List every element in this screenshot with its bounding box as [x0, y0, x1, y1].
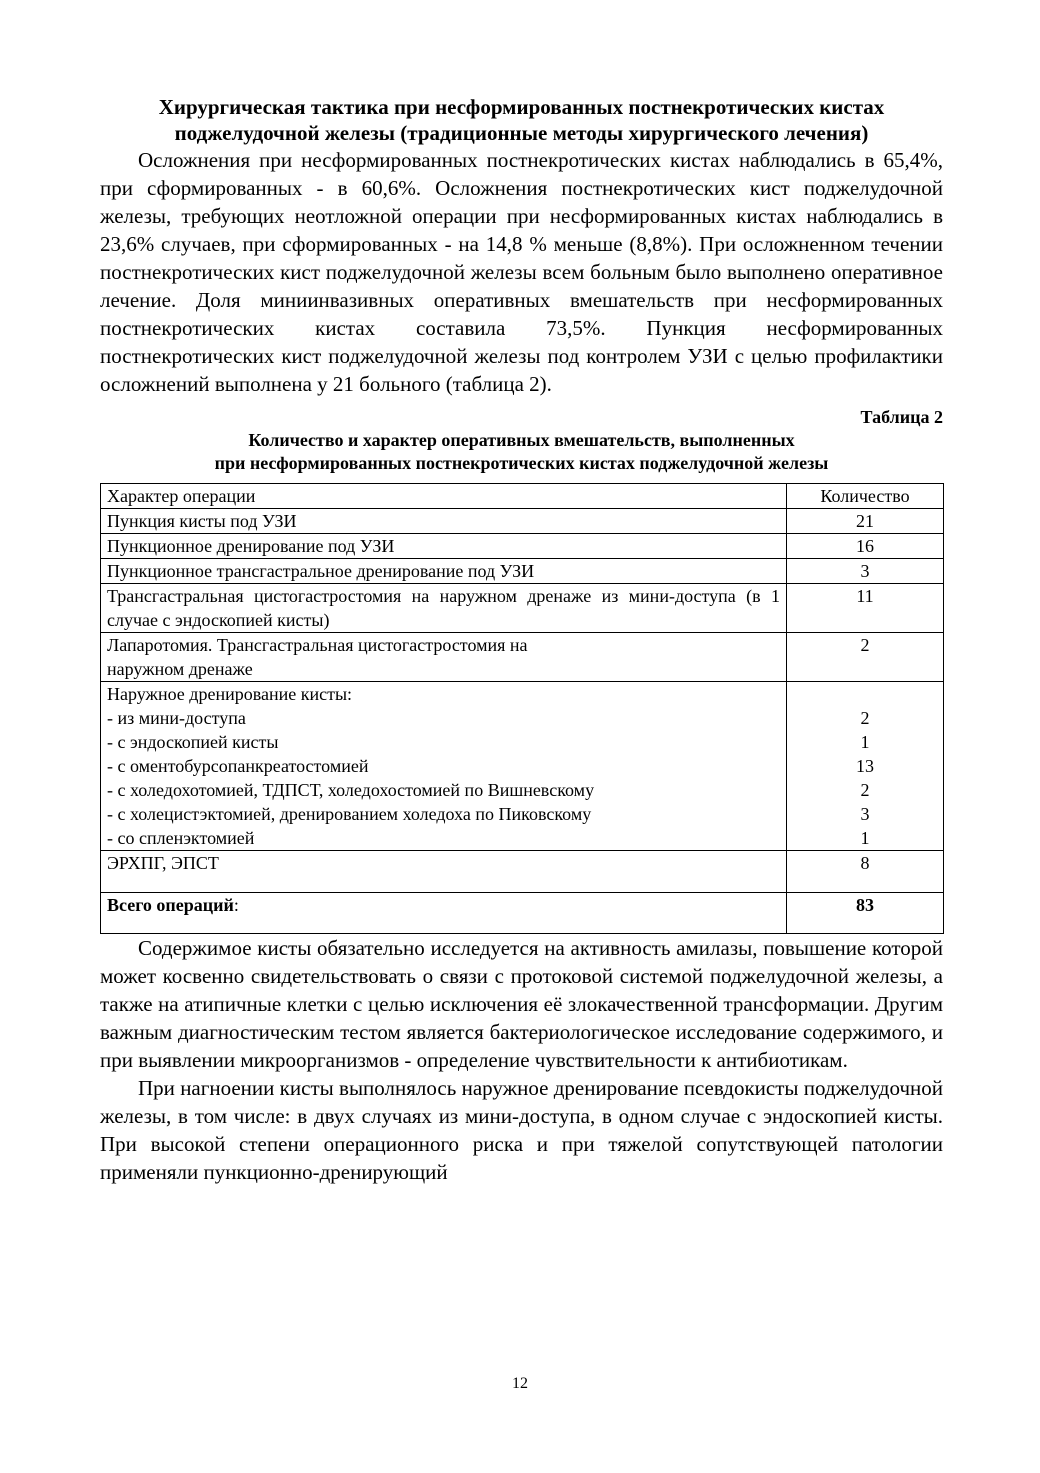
header-count: Количество	[787, 484, 944, 509]
operation-line: наружном дренаже	[107, 659, 253, 679]
drainage-item: - из мини-доступа	[107, 708, 246, 728]
count-cell: 11	[787, 584, 944, 633]
table-total-row	[101, 893, 944, 934]
table-row	[101, 851, 944, 893]
drainage-item: - с холецистэктомией, дренированием холедоха по Пиковскому	[107, 804, 592, 824]
table-row	[101, 509, 944, 534]
operations-table	[100, 483, 944, 934]
operation-cell: Пункция кисты под УЗИ	[101, 509, 787, 534]
total-count: 83	[856, 895, 874, 915]
count-cell: 2	[787, 633, 944, 682]
drainage-title: Наружное дренирование кисты:	[107, 684, 353, 704]
table-row	[101, 633, 944, 682]
table-row	[101, 534, 944, 559]
operation-cell	[101, 682, 787, 851]
table-caption	[100, 429, 943, 475]
count-cell: 3	[787, 559, 944, 584]
total-label: Всего операций	[107, 895, 234, 915]
table-caption-line: Количество и характер оперативных вмешательств, выполненных	[248, 430, 795, 450]
drainage-count: 2	[860, 708, 870, 728]
operation-cell: ЭРХПГ, ЭПСТ	[101, 851, 787, 893]
table-caption-line: при несформированных постнекротических кистах поджелудочной железы	[214, 453, 829, 473]
table-label: Таблица 2	[860, 407, 943, 427]
drainage-count: 2	[860, 780, 870, 800]
operation-line: Лапаротомия. Трансгастральная цистогастростомия на	[107, 635, 528, 655]
total-count-cell	[787, 893, 944, 934]
count-spacer	[787, 682, 943, 706]
table-row	[101, 559, 944, 584]
drainage-item: - со спленэктомией	[107, 828, 255, 848]
document-page	[100, 94, 943, 1186]
operation-cell: Пункционное трансгастральное дренирование под УЗИ	[101, 559, 787, 584]
section-title: Хирургическая тактика при несформированных постнекротических кистах поджелудочной железы (традиционные методы хирургического лечения)	[158, 95, 885, 145]
count-cell: 16	[787, 534, 944, 559]
operation-cell: Пункционное дренирование под УЗИ	[101, 534, 787, 559]
table-row	[101, 584, 944, 633]
count-cell	[787, 682, 944, 851]
drainage-count: 3	[860, 804, 870, 824]
operation-cell	[101, 633, 787, 682]
intro-paragraph: Осложнения при несформированных постнекротических кистах наблюдались в 65,4%, при сформированных - в 60,6%. Осложнения постнекротических кист поджелудочной железы, требующих неотложной операции при несформированных кистах наблюдались в 23,6% случаев, при сформированных - на 14,8 % меньше (8,8%). При осложненном течении постнекротических кист поджелудочной железы всем больным было выполнено оперативное лечение. Доля миниинвазивных оперативных вмешательств при несформированных постнекротических кистах составила 73,5%. Пункция несформированных постнекротических кист поджелудочной железы под контролем УЗИ с целью профилактики осложнений выполнена у 21 больного (таблица 2).	[100, 148, 943, 396]
operation-cell: Трансгастральная цистогастростомия на наружном дренаже из мини-доступа (в 1 случае с эндоскопией кисты)	[101, 584, 787, 633]
drainage-count: 1	[860, 732, 870, 752]
page-number: 12	[512, 1375, 528, 1392]
drainage-item: - с эндоскопией кисты	[107, 732, 279, 752]
count-cell: 8	[787, 851, 944, 893]
paragraph-suppuration: При нагноении кисты выполнялось наружное дренирование псевдокисты поджелудочной железы, в том числе: в двух случаях из мини-доступа, в одном случае с эндоскопией кисты. При высокой степени операционного риска и при тяжелой сопутствующей патологии применяли пункционно-дренирующий	[100, 1076, 943, 1184]
paragraph-amylase: Содержимое кисты обязательно исследуется на активность амилазы, повышение которой может косвенно свидетельствовать о связи с протоковой системой поджелудочной железы, а также на атипичные клетки с целью исключения её злокачественной трансформации. Другим важным диагностическим тестом является бактериологическое исследование содержимого, и при выявлении микроорганизмов - определение чувствительности к антибиотикам.	[100, 936, 943, 1072]
table-header-row	[101, 484, 944, 509]
total-colon: :	[233, 895, 239, 915]
drainage-count: 1	[860, 828, 870, 848]
drainage-count: 13	[856, 756, 874, 776]
drainage-item: - с холедохотомией, ТДПСТ, холедохостомией по Вишневскому	[107, 780, 595, 800]
drainage-item: - с оментобурсопанкреатостомией	[107, 756, 369, 776]
count-cell: 21	[787, 509, 944, 534]
header-operation: Характер операции	[101, 484, 787, 509]
table-row-external-drainage	[101, 682, 944, 851]
total-label-cell	[101, 893, 787, 934]
